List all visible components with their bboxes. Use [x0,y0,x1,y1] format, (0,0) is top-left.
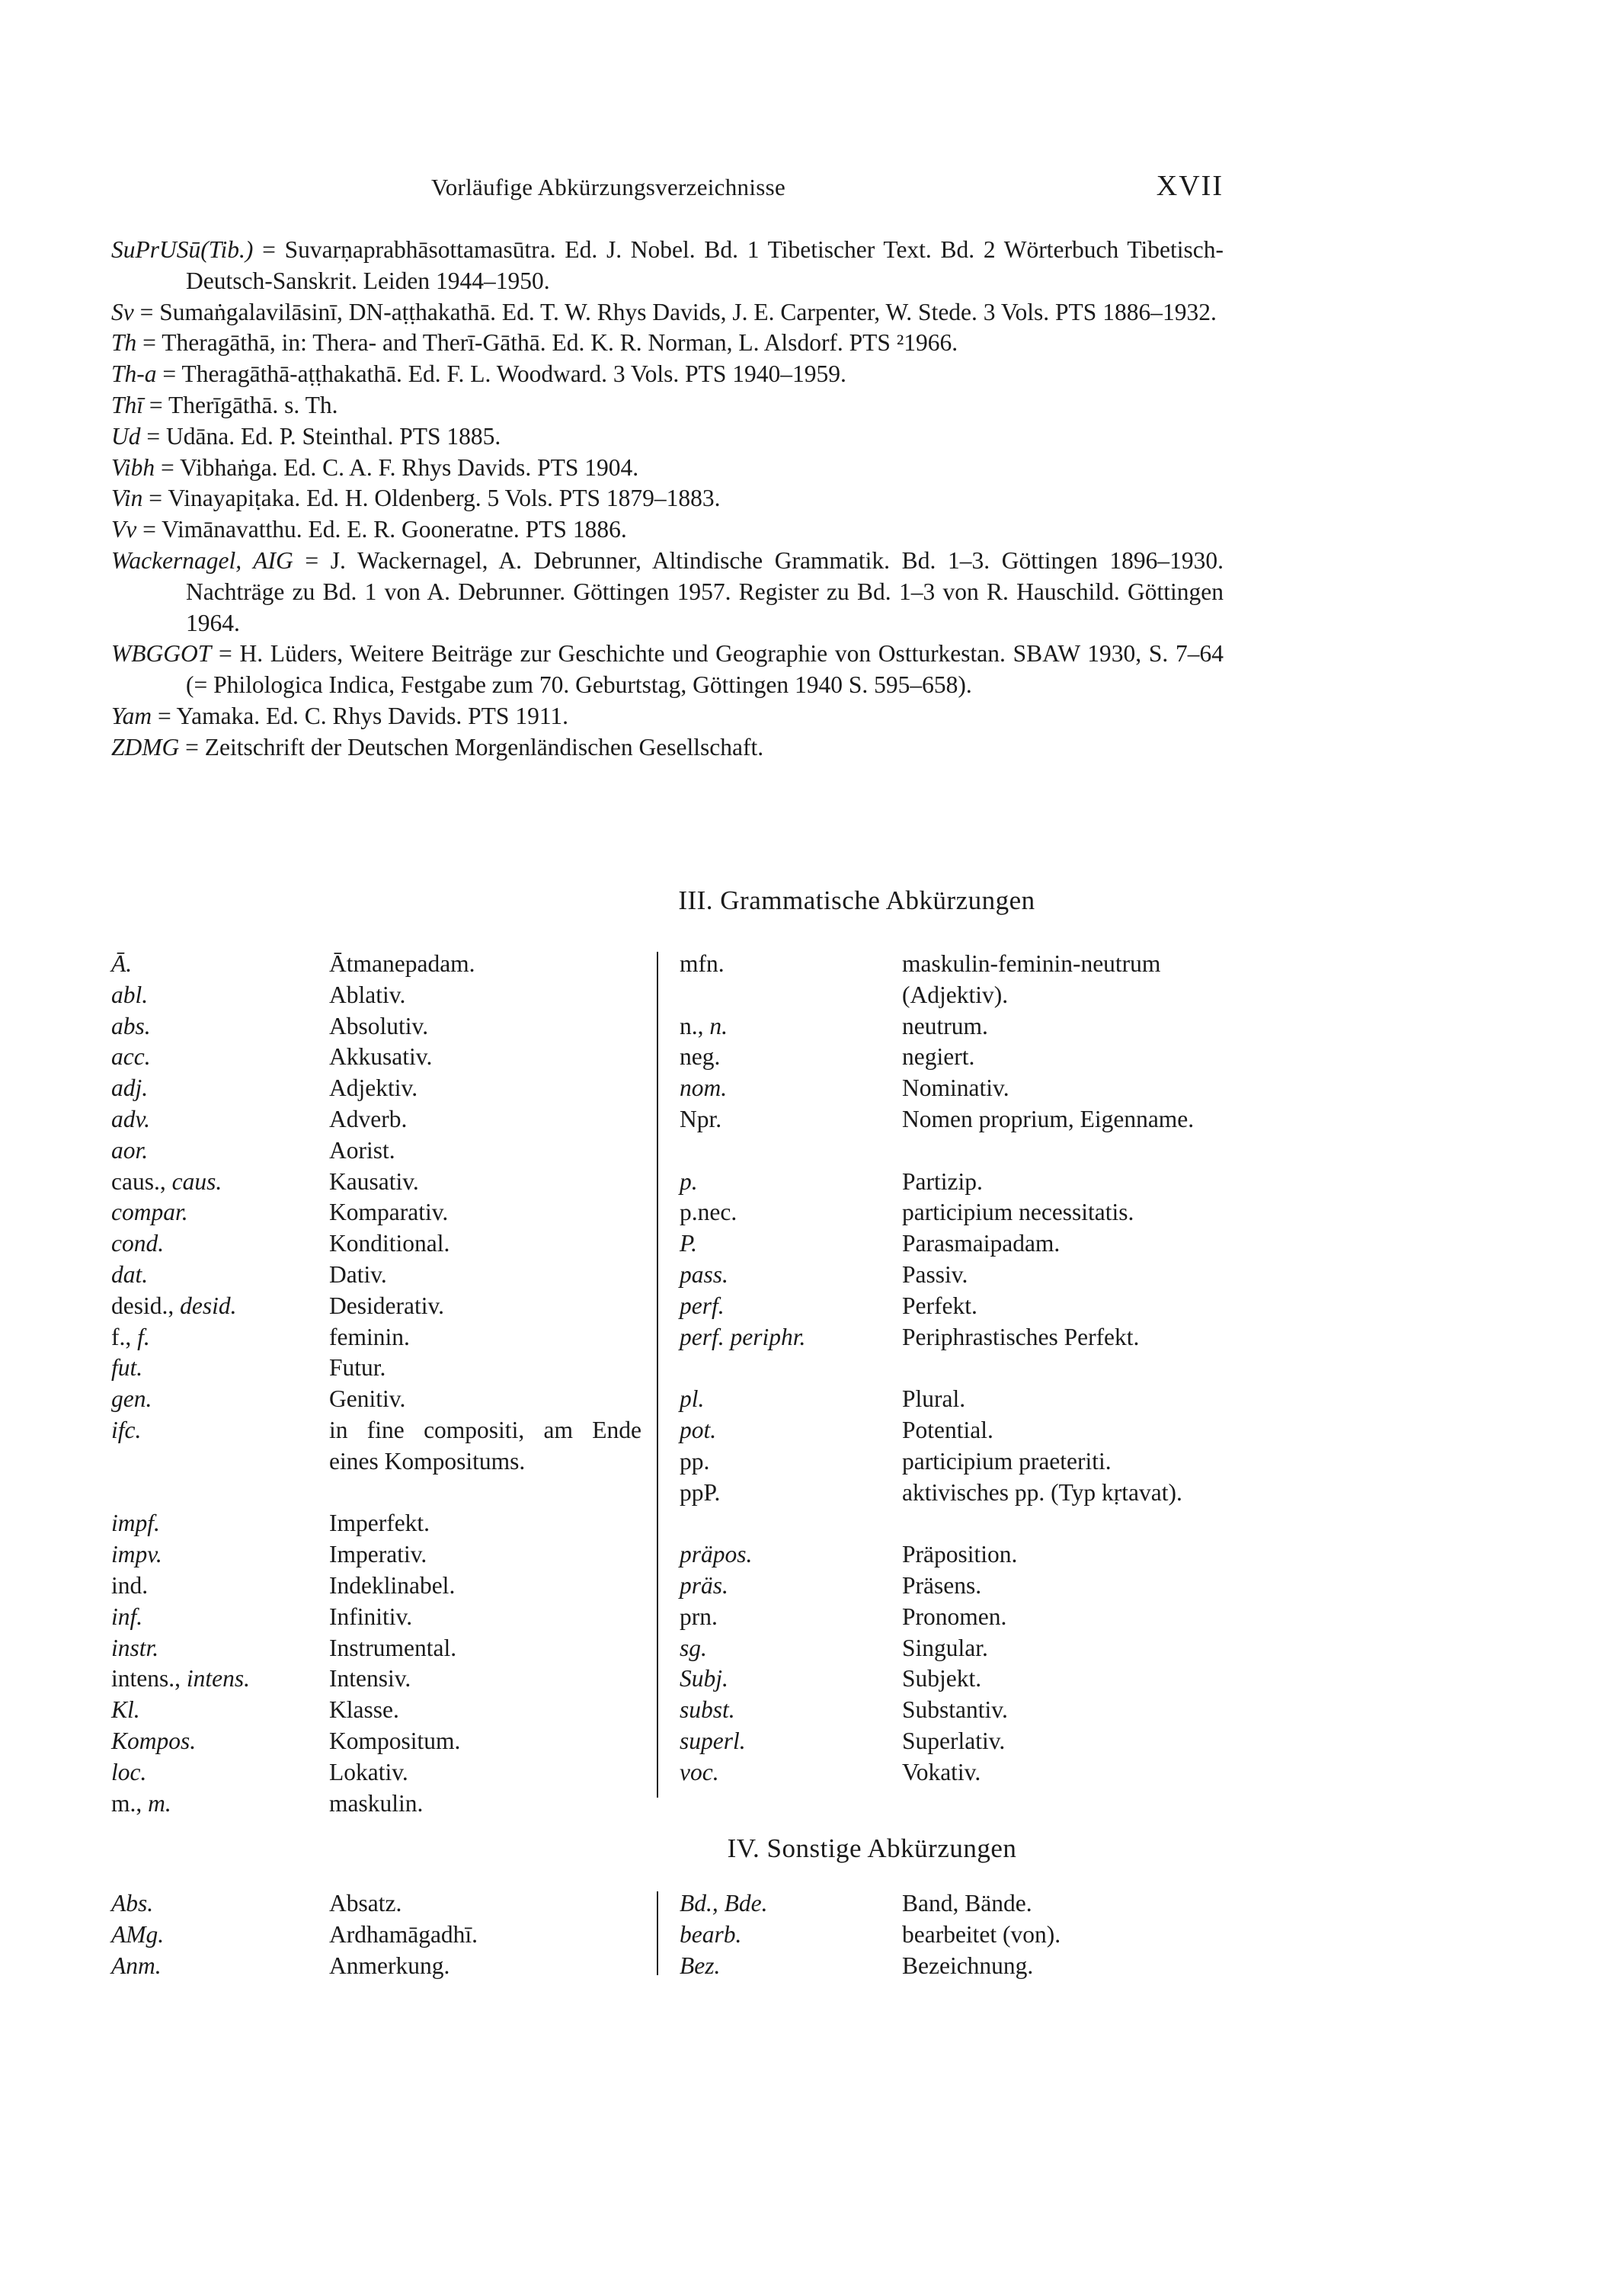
meaning: Potential. [902,1416,993,1443]
abbreviation-row [680,1073,1236,1104]
meaning: Akkusativ. [329,1043,433,1071]
abbreviation-row [111,949,645,980]
abbreviation: gen. [111,1385,152,1413]
abbreviation-row [680,1260,1236,1291]
abbreviation-row [680,1602,1236,1633]
meaning: Präsens. [902,1571,982,1599]
meaning: Passiv. [902,1260,968,1288]
meaning: Pronomen. [902,1603,1007,1630]
abbreviation-row [680,1167,1236,1198]
meaning: aktivisches pp. (Typ kṛtavat). [902,1478,1182,1506]
entry-vibh [111,453,1224,484]
bibliography-entries [111,235,1224,764]
abbreviation-row [680,1291,1236,1322]
entry-abbr: Vin [111,485,143,512]
meaning: Absolutiv. [329,1012,429,1039]
abbreviation-row [680,1228,1236,1260]
abbreviation-row [111,1757,645,1788]
left-column [111,949,645,1819]
entry-suprusu-tib [111,235,1224,297]
entry-text: = Theragāthā-aṭṭhakathā. Ed. F. L. Woodward. 3 Vols. PTS 1940–1959. [156,360,846,388]
meaning: Parasmaipadam. [902,1230,1061,1257]
meaning: Instrumental. [329,1634,457,1661]
entry-abbr: Sv [111,298,134,325]
meaning: Präposition. [902,1541,1018,1568]
meaning: neutrum. [902,1012,988,1039]
meaning: Ardhamāgadhī. [329,1920,478,1948]
meaning: Nominativ. [902,1074,1009,1102]
page-header [111,170,1224,212]
abbreviation-row [680,1726,1236,1757]
abbreviation-row [680,1695,1236,1726]
entry-text: = Vimānavatthu. Ed. E. R. Gooneratne. PTS 1886. [136,516,627,543]
abbreviation-row [680,1042,1236,1073]
abbreviation-row [111,1726,645,1757]
meaning: Imperfekt. [329,1510,430,1537]
abbreviation-row [680,1951,1236,1982]
meaning: in fine compositi, am Ende eines Kompositums. [329,1416,641,1475]
meaning: Indeklinabel. [329,1571,456,1599]
entry-text: = Vibhaṅga. Ed. C. A. F. Rhys Davids. PTS 1904. [155,453,639,481]
abbreviation-row [680,1384,1236,1415]
meaning: participium praeteriti. [902,1447,1112,1475]
abbreviation-row [111,1888,645,1920]
meaning: Singular. [902,1634,988,1661]
column-divider [657,1891,658,1975]
abbreviation-row [111,1602,645,1633]
meaning: Perfekt. [902,1292,977,1319]
abbreviation-row [680,1104,1236,1167]
meaning: Vokativ. [902,1758,981,1785]
section-title-grammatical: III. Grammatische Abkürzungen [678,885,1035,915]
abbreviation-row [680,1920,1236,1951]
abbreviation: pp. [680,1447,710,1475]
abbreviation: adj. [111,1074,149,1102]
entry-text: = H. Lüders, Weitere Beiträge zur Geschichte und Geographie von Ostturkestan. SBAW 1930, S. 7–64 (= Philologica Indica, Festgabe zum 70. Geburtstag, Göttingen 1940 S. 595–658). [186,640,1224,699]
abbreviation: bearb. [680,1920,742,1948]
meaning: Bezeichnung. [902,1952,1034,1979]
abbreviation: Anm. [111,1952,162,1979]
abbreviation: mfn. [680,950,725,977]
entry-abbr: Vv [111,516,137,543]
right-column [680,949,1236,1788]
meaning: Lokativ. [329,1758,408,1785]
abbreviation: instr. [111,1634,159,1661]
abbreviation-row [111,1228,645,1260]
abbreviation-row [111,1508,645,1539]
entry-text: = Zeitschrift der Deutschen Morgenländischen Gesellschaft. [179,733,764,761]
meaning: Partizip. [902,1167,983,1195]
abbreviation-row [111,1042,645,1073]
abbreviation: voc. [680,1758,719,1785]
abbreviation-row [111,1353,645,1384]
abbreviation-row [111,1167,645,1198]
other-abbreviations-table [111,1888,1231,1980]
abbreviation: abl. [111,981,149,1008]
abbreviation: perf. [680,1292,725,1319]
entry-abbr: Th [111,329,137,357]
abbreviation: p.nec. [680,1199,737,1226]
column-divider [657,952,658,1798]
abbreviation-row [111,1322,645,1353]
abbreviation: m., m. [111,1789,171,1817]
abbreviation-row [680,1888,1236,1920]
abbreviation-row [680,1478,1236,1540]
meaning: bearbeitet (von). [902,1920,1061,1948]
meaning: Komparativ. [329,1199,449,1226]
abbreviation: caus., caus. [111,1167,222,1195]
meaning: Superlativ. [902,1727,1006,1754]
abbreviation-row [111,1291,645,1322]
abbreviation: impf. [111,1510,160,1537]
entry-abbr: ZDMG [111,733,180,761]
grammatical-abbreviations-table [111,949,1231,1817]
abbreviation: Ā. [111,950,133,977]
abbreviation: pot. [680,1416,717,1443]
abbreviation: Bez. [680,1952,721,1979]
abbreviation-row [111,1135,645,1167]
entry-wbggot [111,639,1224,701]
page-number: XVII [1156,170,1224,202]
entry-abbr: Wackernagel, AIG [111,546,293,574]
abbreviation: f., f. [111,1323,150,1350]
entry-text: = J. Wackernagel, A. Debrunner, Altindische Grammatik. Bd. 1–3. Göttingen 1896–1930. Nachträge zu Bd. 1 von A. Debrunner. Göttingen 1957. Register zu Bd. 1–3 von R. Hauschild. Göttingen 1964. [186,546,1224,636]
meaning: feminin. [329,1323,410,1350]
meaning: Subjekt. [902,1665,982,1692]
abbreviation: intens., intens. [111,1665,250,1692]
abbreviation: pass. [680,1260,728,1288]
meaning: Konditional. [329,1230,450,1257]
entry-thi [111,390,1224,421]
abbreviation: P. [680,1230,698,1257]
abbreviation-row [680,1415,1236,1446]
abbreviation: Bd., Bde. [680,1890,768,1917]
running-title: Vorläufige Abkürzungsverzeichnisse [431,174,786,200]
entry-zdmg [111,732,1224,764]
entry-vin [111,483,1224,514]
abbreviation: ppP. [680,1478,721,1506]
abbreviation: Kl. [111,1696,140,1724]
meaning: Periphrastisches Perfekt. [902,1323,1140,1350]
abbreviation: aor. [111,1136,149,1164]
meaning: Absatz. [329,1890,402,1917]
abbreviation: acc. [111,1043,151,1071]
abbreviation-row [680,1664,1236,1695]
abbreviation-row [680,1633,1236,1664]
abbreviation: präpos. [680,1541,753,1568]
left-column [111,1888,645,1981]
abbreviation: Kompos. [111,1727,197,1754]
meaning: Ātmanepadam. [329,950,475,977]
entry-sv [111,297,1224,328]
abbreviation: cond. [111,1230,165,1257]
abbreviation-row [111,1011,645,1042]
entry-th [111,328,1224,359]
abbreviation: prn. [680,1603,718,1630]
entry-abbr: Vibh [111,453,155,481]
meaning: Nomen proprium, Eigenname. [902,1105,1195,1132]
meaning: Desiderativ. [329,1292,445,1319]
abbreviation-row [680,1446,1236,1478]
meaning: maskulin. [329,1789,424,1817]
entry-wackernagel [111,546,1224,639]
entry-text: = Vinayapiṭaka. Ed. H. Oldenberg. 5 Vols. PTS 1879–1883. [142,485,721,512]
abbreviation: nom. [680,1074,728,1102]
meaning: Dativ. [329,1260,387,1288]
abbreviation-row [111,1633,645,1664]
abbreviation: Npr. [680,1105,722,1132]
abbreviation-row [111,1539,645,1571]
abbreviation-row [111,1384,645,1415]
abbreviation: subst. [680,1696,735,1724]
abbreviation-row [111,1920,645,1951]
abbreviation-row [111,1073,645,1104]
entry-yam [111,701,1224,732]
abbreviation: inf. [111,1603,143,1630]
entry-abbr: SuPrUSū(Tib.) [111,236,254,263]
meaning: Intensiv. [329,1665,411,1692]
abbreviation: n., n. [680,1012,728,1039]
meaning: Adverb. [329,1105,408,1132]
entry-text: = Therīgāthā. s. Th. [143,391,338,418]
abbreviation: adv. [111,1105,151,1132]
meaning: Adjektiv. [329,1074,418,1102]
abbreviation-row [111,1951,645,1982]
abbreviation: abs. [111,1012,151,1039]
abbreviation-row [680,949,1236,1011]
abbreviation: ifc. [111,1416,142,1443]
abbreviation-row [680,1011,1236,1042]
abbreviation: desid., desid. [111,1292,237,1319]
abbreviation: dat. [111,1260,149,1288]
entry-abbr: Th-a [111,360,157,388]
meaning: Genitiv. [329,1385,406,1413]
abbreviation: fut. [111,1354,143,1382]
abbreviation: Abs. [111,1890,154,1917]
meaning: Kompositum. [329,1727,461,1754]
entry-ud [111,421,1224,453]
entry-abbr: WBGGOT [111,640,212,668]
abbreviation: superl. [680,1727,746,1754]
meaning: negiert. [902,1043,975,1071]
entry-abbr: Yam [111,702,152,729]
abbreviation-row [111,1664,645,1695]
abbreviation: compar. [111,1199,188,1226]
abbreviation-row [680,1197,1236,1228]
meaning: Imperativ. [329,1541,427,1568]
abbreviation: neg. [680,1043,721,1071]
meaning: Substantiv. [902,1696,1008,1724]
abbreviation-row [111,1571,645,1602]
abbreviation: präs. [680,1571,728,1599]
abbreviation: loc. [111,1758,147,1785]
right-column [680,1888,1236,1981]
entry-text: = Udāna. Ed. P. Steinthal. PTS 1885. [140,422,501,450]
abbreviation-row [111,980,645,1011]
meaning: Infinitiv. [329,1603,413,1630]
meaning: Klasse. [329,1696,399,1724]
abbreviation: p. [680,1167,698,1195]
meaning: participium necessitatis. [902,1199,1134,1226]
meaning: Band, Bände. [902,1890,1032,1917]
entry-text: = Yamaka. Ed. C. Rhys Davids. PTS 1911. [152,702,569,729]
meaning: maskulin-feminin-neutrum (Adjektiv). [902,950,1161,1008]
abbreviation: sg. [680,1634,707,1661]
meaning: Ablativ. [329,981,406,1008]
abbreviation: AMg. [111,1920,165,1948]
entry-abbr: Thī [111,391,144,418]
entry-text: = Sumaṅgalavilāsinī, DN-aṭṭhakathā. Ed. T. W. Rhys Davids, J. E. Carpenter, W. Stede. 3 Vols. PTS 1886–1932. [133,298,1217,325]
abbreviation-row [111,1104,645,1135]
entry-text: = Suvarṇaprabhāsottamasūtra. Ed. J. Nobel. Bd. 1 Tibetischer Text. Bd. 2 Wörterbuch Tibetisch-Deutsch-Sanskrit. Leiden 1944–1950. [186,236,1224,294]
meaning: Futur. [329,1354,386,1382]
entry-vv [111,514,1224,546]
abbreviation-row [680,1571,1236,1602]
abbreviation-row [680,1757,1236,1788]
entry-text: = Theragāthā, in: Thera- and Therī-Gāthā. Ed. K. R. Norman, L. Alsdorf. PTS ²1966. [136,329,958,357]
abbreviation-row [111,1260,645,1291]
abbreviation-row [680,1322,1236,1385]
meaning: Plural. [902,1385,966,1413]
entry-abbr: Ud [111,422,141,450]
abbreviation-row [680,1539,1236,1571]
meaning: Anmerkung. [329,1952,450,1979]
abbreviation: impv. [111,1541,162,1568]
section-title-other: IV. Sonstige Abkürzungen [727,1833,1017,1863]
meaning: Aorist. [329,1136,395,1164]
abbreviation-row [111,1695,645,1726]
abbreviation-row [111,1415,645,1508]
abbreviation-row [111,1788,645,1820]
abbreviation-row [111,1197,645,1228]
entry-th-a [111,359,1224,390]
abbreviation: pl. [680,1385,705,1413]
abbreviation: perf. periphr. [680,1323,806,1350]
meaning: Kausativ. [329,1167,419,1195]
abbreviation: ind. [111,1571,149,1599]
abbreviation: Subj. [680,1665,728,1692]
